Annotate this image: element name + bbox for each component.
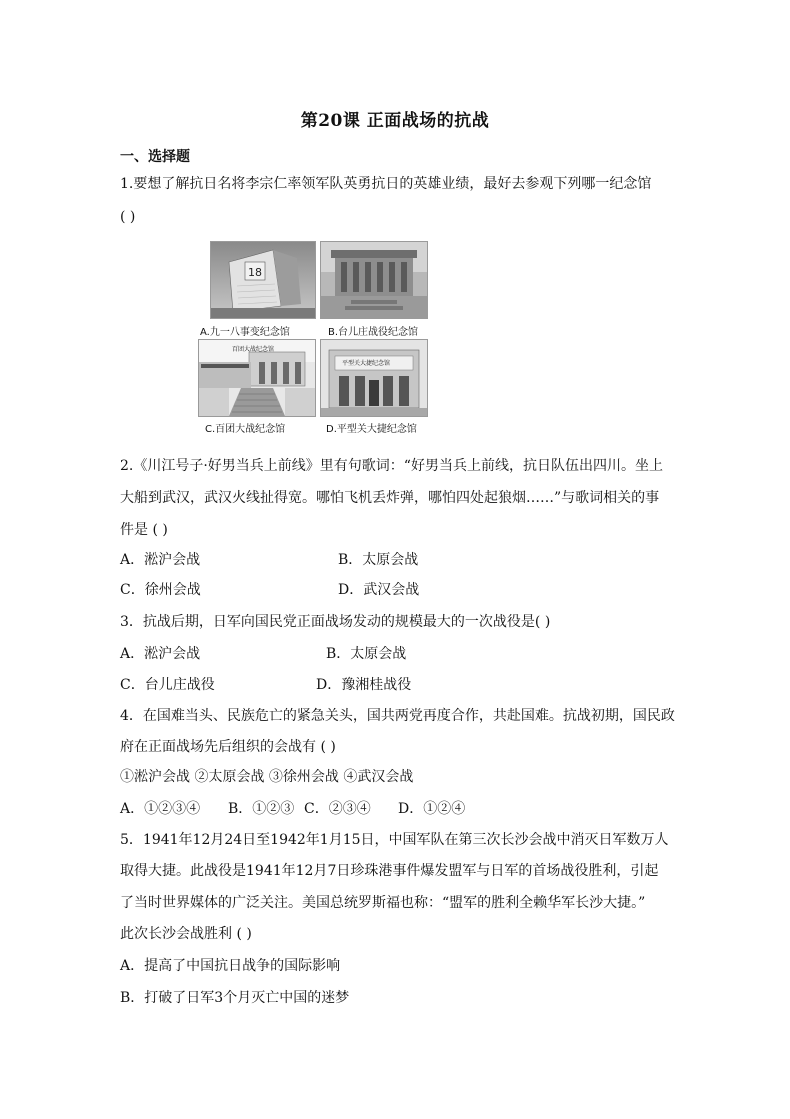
q4-stem-line1: 4．在国难当头、民族危亡的紧急关头，国共两党再度合作，共赴国难。抗战初期，国民政 — [120, 708, 675, 724]
q5-stem-line3: 了当时世界媒体的广泛关注。美国总统罗斯福也称：“盟军的胜利全赖华军长沙大捷。” — [120, 895, 646, 911]
caption-d: D.平型关大捷纪念馆 — [326, 424, 417, 435]
q5-stem-line4: 此次长沙会战胜利 ( ) — [120, 926, 252, 942]
q4-option-d: D．①②④ — [398, 801, 466, 817]
q4-option-b: B．①②③ — [228, 801, 295, 817]
q3-stem-line1: 3．抗战后期，日军向国民党正面战场发动的规模最大的一次战役是( ) — [120, 614, 551, 630]
sign-c: 百团大战纪念馆 — [232, 346, 275, 353]
q2-option-d: D．武汉会战 — [338, 582, 420, 598]
q3-option-a: A．淞沪会战 — [120, 646, 201, 662]
q4-items: ①淞沪会战 ②太原会战 ③徐州会战 ④武汉会战 — [120, 769, 414, 785]
q3-option-c: C．台儿庄战役 — [120, 677, 215, 693]
q4-option-c: C．②③④ — [304, 801, 371, 817]
photo-d-pingxingguan-memorial — [320, 339, 428, 417]
q2-stem-line3: 件是 ( ) — [120, 522, 168, 538]
q2-stem-line2: 大船到武汉，武汉火线扯得宽。哪怕飞机丢炸弹，哪怕四处起狼烟……”与歌词相关的事 — [120, 490, 660, 506]
q5-stem-line2: 取得大捷。此战役是1941年12月7日珍珠港事件爆发盟军与日军的首场战役胜利，引起 — [120, 863, 659, 879]
q5-option-b: B．打破了日军3个月灭亡中国的迷梦 — [120, 990, 350, 1006]
photo-a-918-memorial — [210, 241, 316, 319]
q5-option-a: A．提高了中国抗日战争的国际影响 — [120, 958, 341, 974]
section-heading: 一、选择题 — [120, 149, 190, 165]
q1-stem-line2: ( ) — [120, 209, 136, 225]
photo-b-taierzhuang-memorial — [320, 241, 428, 319]
q2-option-b: B．太原会战 — [338, 552, 419, 568]
q3-option-b: B．太原会战 — [326, 646, 407, 662]
caption-a: A.九一八事变纪念馆 — [200, 327, 290, 338]
q3-option-d: D．豫湘桂战役 — [316, 677, 412, 693]
q4-stem-line2: 府在正面战场先后组织的会战有 ( ) — [120, 739, 336, 755]
q2-option-a: A．淞沪会战 — [120, 552, 201, 568]
q2-stem-line1: 2.《川江号子·好男当兵上前线》里有句歌词：“好男当兵上前线，抗日队伍出四川。坐上 — [120, 458, 663, 474]
caption-c: C.百团大战纪念馆 — [205, 424, 286, 435]
caption-b: B.台儿庄战役纪念馆 — [328, 327, 419, 338]
sign-d: 平型关大捷纪念馆 — [342, 360, 391, 367]
svg-text:18: 18 — [248, 266, 262, 279]
page-title: 第20课 正面战场的抗战 — [300, 111, 490, 131]
q4-option-a: A．①②③④ — [120, 801, 201, 817]
q2-option-c: C．徐州会战 — [120, 582, 201, 598]
q5-stem-line1: 5．1941年12月24日至1942年1月15日，中国军队在第三次长沙会战中消灭日军数万人 — [120, 832, 669, 848]
q1-stem-line1: 1.要想了解抗日名将李宗仁率领军队英勇抗日的英雄业绩，最好去参观下列哪一纪念馆 — [120, 176, 652, 192]
